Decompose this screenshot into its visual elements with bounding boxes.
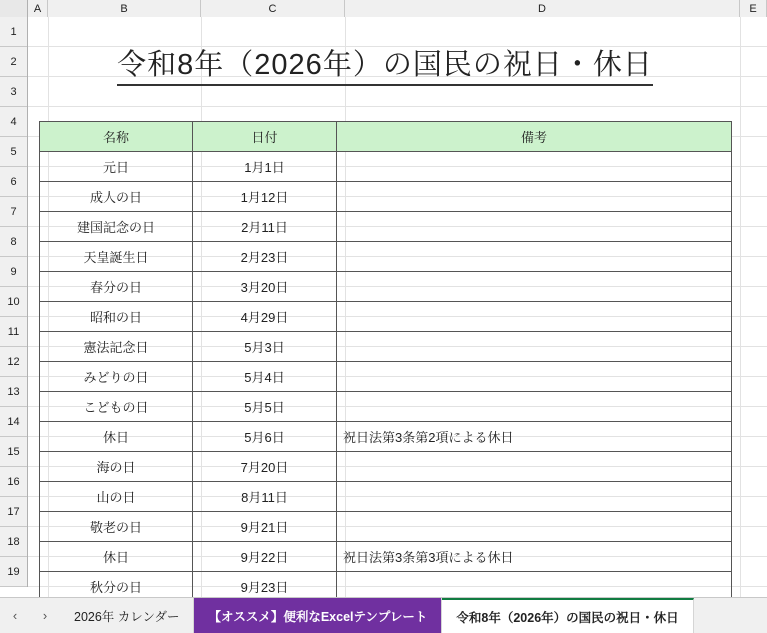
cell-name[interactable]: 休日 (40, 422, 193, 452)
cell-note[interactable]: 祝日法第3条第2項による休日 (337, 422, 732, 452)
cell-name[interactable]: 成人の日 (40, 182, 193, 212)
cell-date[interactable]: 5月6日 (193, 422, 337, 452)
cell-date[interactable]: 5月4日 (193, 362, 337, 392)
table-row[interactable] (40, 302, 732, 332)
select-all-corner[interactable] (0, 0, 28, 17)
cell-note[interactable] (337, 362, 732, 392)
row-header[interactable]: 12 (0, 347, 27, 377)
cell-note[interactable]: 祝日法第3条第3項による休日 (337, 542, 732, 572)
cell-name[interactable]: 憲法記念日 (40, 332, 193, 362)
cell-name[interactable]: 昭和の日 (40, 302, 193, 332)
table-row[interactable] (40, 452, 732, 482)
cell-note[interactable] (337, 212, 732, 242)
row-header[interactable]: 14 (0, 407, 27, 437)
table-row[interactable] (40, 212, 732, 242)
cell-note[interactable] (337, 182, 732, 212)
cell-date[interactable]: 3月20日 (193, 272, 337, 302)
row-header[interactable]: 7 (0, 197, 27, 227)
cell-note[interactable] (337, 452, 732, 482)
table-row[interactable] (40, 242, 732, 272)
table-row[interactable] (40, 542, 732, 572)
table-row[interactable] (40, 332, 732, 362)
cell-name[interactable]: 秋分の日 (40, 572, 193, 602)
sheet-tab-bar (0, 597, 767, 633)
row-header[interactable]: 17 (0, 497, 27, 527)
sheet-tab-calendar[interactable]: 2026年 カレンダー (60, 598, 194, 633)
row-header[interactable]: 10 (0, 287, 27, 317)
cell-date[interactable]: 4月29日 (193, 302, 337, 332)
column-header-note: 備考 (337, 122, 732, 152)
cell-date[interactable]: 9月21日 (193, 512, 337, 542)
cell-date[interactable]: 9月23日 (193, 572, 337, 602)
column-header-d[interactable]: D (345, 0, 740, 17)
gridline (740, 17, 741, 597)
row-header[interactable]: 6 (0, 167, 27, 197)
row-header[interactable]: 18 (0, 527, 27, 557)
table-row[interactable] (40, 482, 732, 512)
cell-note[interactable] (337, 482, 732, 512)
column-header-c[interactable]: C (201, 0, 345, 17)
cell-name[interactable]: 元日 (40, 152, 193, 182)
cell-name[interactable]: 休日 (40, 542, 193, 572)
column-header-a[interactable]: A (28, 0, 48, 17)
cell-date[interactable]: 1月12日 (193, 182, 337, 212)
cell-date[interactable]: 2月11日 (193, 212, 337, 242)
sheet-tab-template-promo[interactable]: 【オススメ】便利なExcelテンプレート (194, 598, 442, 633)
row-header[interactable]: 4 (0, 107, 27, 137)
cell-name[interactable]: 海の日 (40, 452, 193, 482)
column-header-row (0, 0, 767, 17)
cell-note[interactable] (337, 272, 732, 302)
sheet-nav-arrows (0, 598, 60, 633)
row-header[interactable]: 15 (0, 437, 27, 467)
cell-name[interactable]: 建国記念の日 (40, 212, 193, 242)
column-header-date: 日付 (193, 122, 337, 152)
cell-date[interactable]: 5月3日 (193, 332, 337, 362)
cell-name[interactable]: 敬老の日 (40, 512, 193, 542)
cell-note[interactable] (337, 332, 732, 362)
sheet-tab-holidays[interactable]: 令和8年（2026年）の国民の祝日・休日 (442, 598, 693, 633)
holiday-table (39, 121, 732, 602)
cell-name[interactable]: 天皇誕生日 (40, 242, 193, 272)
row-header[interactable]: 2 (0, 47, 27, 77)
cell-date[interactable]: 1月1日 (193, 152, 337, 182)
cell-date[interactable]: 5月5日 (193, 392, 337, 422)
row-header[interactable]: 8 (0, 227, 27, 257)
row-header[interactable]: 13 (0, 377, 27, 407)
cell-name[interactable]: 春分の日 (40, 272, 193, 302)
table-row[interactable] (40, 422, 732, 452)
column-header-e[interactable]: E (740, 0, 767, 17)
table-row[interactable] (40, 152, 732, 182)
table-row[interactable] (40, 392, 732, 422)
cell-note[interactable] (337, 512, 732, 542)
row-header[interactable]: 3 (0, 77, 27, 107)
row-header[interactable]: 5 (0, 137, 27, 167)
column-header-name: 名称 (40, 122, 193, 152)
table-row[interactable] (40, 182, 732, 212)
cell-date[interactable]: 8月11日 (193, 482, 337, 512)
cell-name[interactable]: こどもの日 (40, 392, 193, 422)
row-header[interactable]: 16 (0, 467, 27, 497)
cell-date[interactable]: 9月22日 (193, 542, 337, 572)
row-header[interactable]: 9 (0, 257, 27, 287)
previous-sheet-icon[interactable]: ‹ (12, 608, 18, 623)
cell-note[interactable] (337, 302, 732, 332)
row-header[interactable]: 1 (0, 17, 27, 47)
cell-note[interactable] (337, 392, 732, 422)
cell-note[interactable] (337, 242, 732, 272)
cell-date[interactable]: 2月23日 (193, 242, 337, 272)
row-header-column (0, 17, 28, 587)
row-header[interactable]: 11 (0, 317, 27, 347)
page-title-text: 令和8年（2026年）の国民の祝日・休日 (117, 49, 653, 86)
cell-date[interactable]: 7月20日 (193, 452, 337, 482)
row-header[interactable]: 19 (0, 557, 27, 587)
column-header-b[interactable]: B (48, 0, 201, 17)
next-sheet-icon[interactable]: › (42, 608, 48, 623)
table-row[interactable] (40, 362, 732, 392)
table-header-row (40, 122, 732, 152)
table-row[interactable] (40, 272, 732, 302)
table-row[interactable] (40, 512, 732, 542)
cell-name[interactable]: 山の日 (40, 482, 193, 512)
cell-note[interactable] (337, 152, 732, 182)
gridline (28, 106, 767, 107)
cell-name[interactable]: みどりの日 (40, 362, 193, 392)
page-title (75, 42, 695, 83)
